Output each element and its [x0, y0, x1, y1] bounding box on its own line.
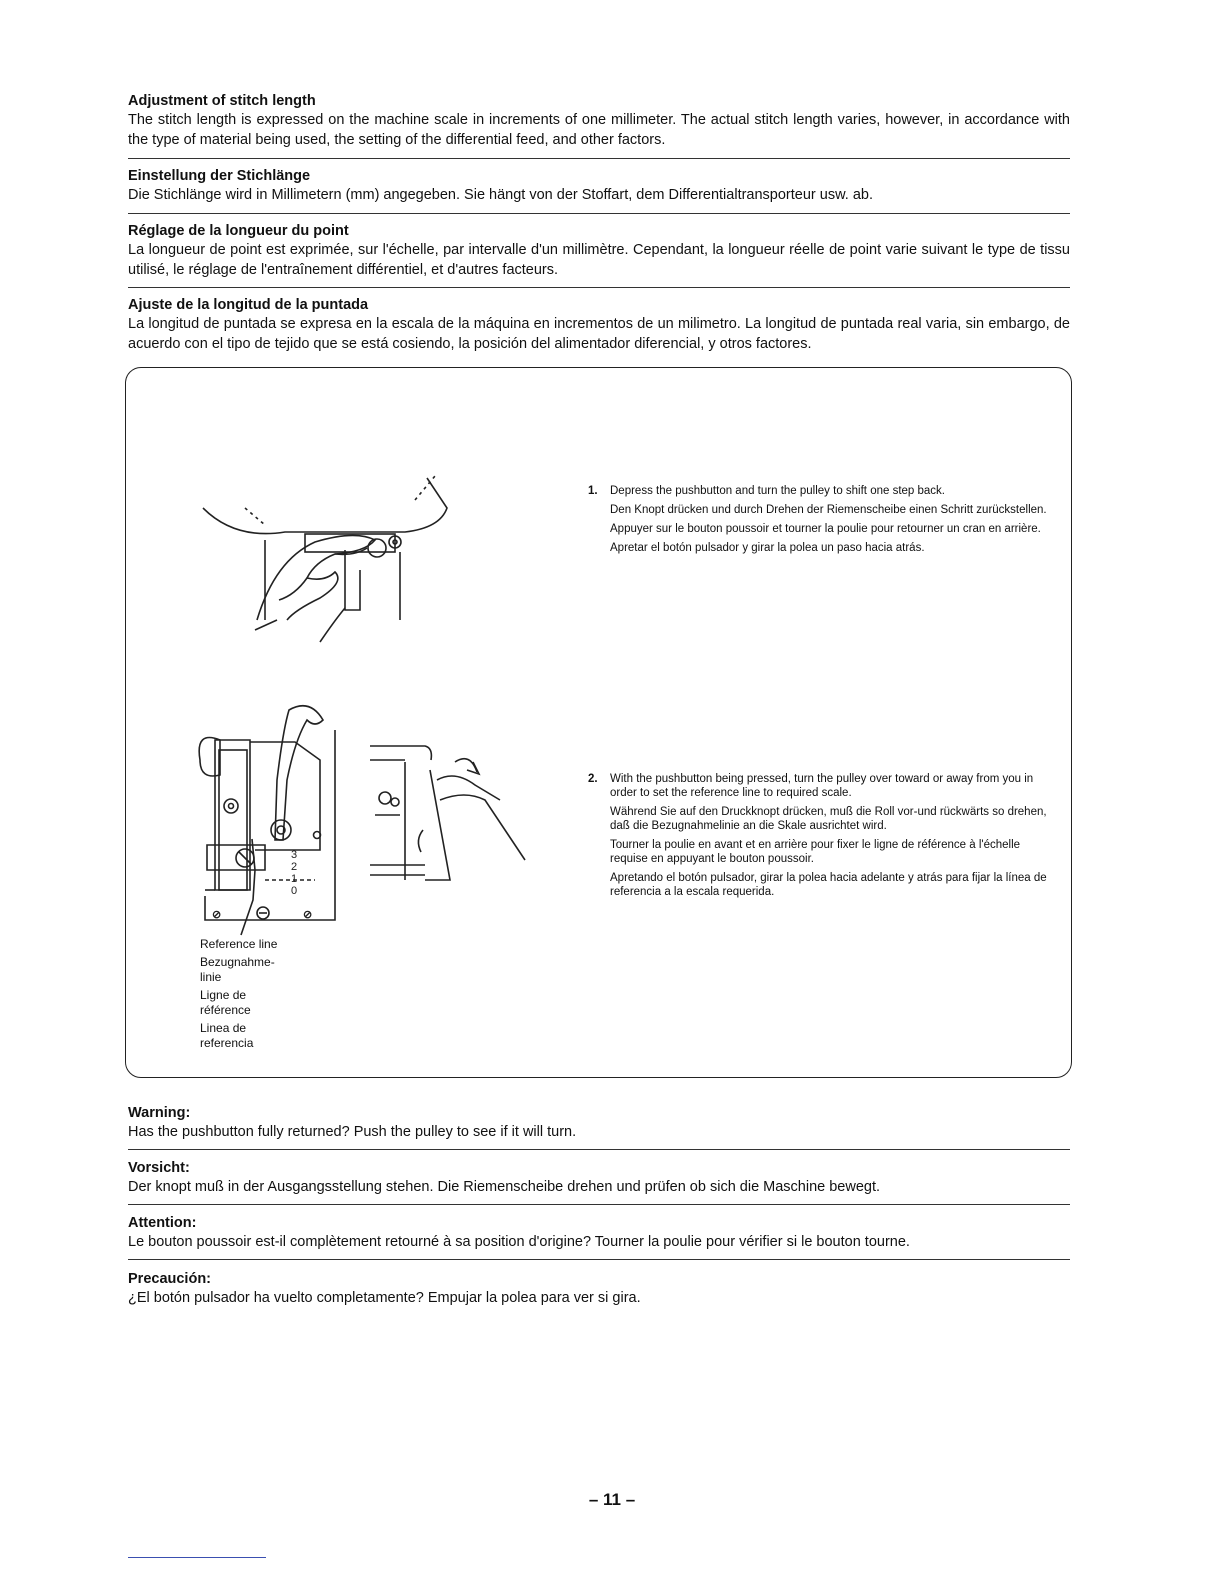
divider: [128, 287, 1070, 288]
pulley-illustration: [365, 740, 530, 890]
divider: [128, 1149, 1070, 1150]
warning-fr: [128, 1214, 1070, 1252]
step-text-fr: Appuyer sur le bouton poussoir et tourner la poulie pour retourner un cran en arrière.: [610, 523, 1041, 535]
pushbutton-illustration: [195, 470, 465, 650]
page-number: – 11 –: [588, 1490, 636, 1509]
stitch-scale-illustration: [195, 700, 345, 940]
section-body: La longitud de puntada se expresa en la escala de la máquina en incrementos de un milimetro. La longitud de puntada real varia, sin embargo, de acuerdo con el tipo de tejido que se está cosiendo, la posición del alimentador diferencial, y otros factores.: [128, 316, 1070, 352]
section-body: Die Stichlänge wird in Millimetern (mm) angegeben. Sie hängt von der Stoffart, dem Differentialtransporteur usw. ab.: [128, 187, 873, 203]
step-2: [588, 772, 1060, 904]
divider: [128, 1204, 1070, 1205]
warning-heading: Vorsicht:: [128, 1160, 190, 1176]
section-heading: Adjustment of stitch length: [128, 93, 316, 109]
section-stitch-length-de: [128, 167, 1070, 205]
step-number: 1.: [588, 485, 598, 497]
section-body: The stitch length is expressed on the machine scale in increments of one millimeter. The actual stitch length varies, however, in accordance with the type of material being used, the setting of the differential feed, and other factors.: [128, 112, 1070, 148]
warning-body: Der knopt muß in der Ausgangsstellung stehen. Die Riemenscheibe drehen und prüfen ob sich die Maschine bewegt.: [128, 1179, 881, 1195]
step-number: 2.: [588, 773, 598, 785]
step-text-en: Depress the pushbutton and turn the pulley to shift one step back.: [610, 485, 945, 497]
divider: [128, 158, 1070, 159]
reference-label-es: Linea de referencia: [200, 1021, 254, 1050]
warning-heading: Warning:: [128, 1105, 191, 1121]
section-stitch-length-en: [128, 92, 1070, 150]
footnote-rule: [128, 1557, 266, 1558]
section-stitch-length-fr: [128, 222, 1070, 280]
step-text-de: Den Knopt drücken und durch Drehen der Riemenscheibe einen Schritt zurückstellen.: [610, 504, 1047, 516]
divider: [128, 213, 1070, 214]
step-text-en: With the pushbutton being pressed, turn the pulley over toward or away from you in order to set the reference line to required scale.: [610, 773, 1034, 799]
section-body: La longueur de point est exprimée, sur l'échelle, par intervalle d'un millimètre. Cependant, la longueur réelle de point varie suivant le type de tissu utilisé, le réglage de l'entraînement différentiel, et d'autres facteurs.: [128, 242, 1070, 278]
section-heading: Réglage de la longueur du point: [128, 223, 349, 239]
section-heading: Einstellung der Stichlänge: [128, 168, 311, 184]
warning-de: [128, 1159, 1070, 1197]
section-stitch-length-es: [128, 296, 1070, 354]
scale-mark: 1: [291, 873, 298, 885]
reference-label-de: Bezugnahme-linie: [200, 955, 275, 984]
warning-heading: Attention:: [128, 1215, 197, 1231]
divider: [128, 1259, 1070, 1260]
reference-label-en: Reference line: [200, 937, 278, 951]
scale-mark: 0: [291, 885, 298, 897]
reference-label-fr: Ligne de référence: [200, 988, 251, 1017]
scale-mark: 2: [291, 861, 298, 873]
warning-heading: Precaución:: [128, 1271, 211, 1287]
step-1: [588, 484, 1060, 560]
step-text-es: Apretar el botón pulsador y girar la polea un paso hacia atrás.: [610, 542, 925, 554]
screw-icon: ⊘: [212, 909, 222, 921]
warning-body: ¿El botón pulsador ha vuelto completamente? Empujar la polea para ver si gira.: [128, 1290, 641, 1306]
step-text-de: Während Sie auf den Druckknopt drücken, muß die Roll vor-und rückwärts so drehen, daß die Bezugnahmelinie an die Skale ausrichtet wird.: [610, 806, 1047, 832]
scale-mark: 3: [291, 849, 298, 861]
warning-es: [128, 1270, 1070, 1308]
screw-icon: ⊘: [303, 909, 313, 921]
warning-en: [128, 1104, 1070, 1142]
step-text-fr: Tourner la poulie en avant et en arrière pour fixer le ligne de référence à l'échelle requise en appuyant le bouton poussoir.: [610, 839, 1021, 865]
reference-line-labels: [200, 937, 290, 1054]
step-text-es: Apretando el botón pulsador, girar la polea hacia adelante y atrás para fijar la línea de referencia a la escala requerida.: [610, 872, 1047, 898]
section-heading: Ajuste de la longitud de la puntada: [128, 297, 369, 313]
warning-body: Le bouton poussoir est-il complètement retourné à sa position d'origine? Tourner la poulie pour vérifier si le bouton tourne.: [128, 1234, 910, 1250]
warning-body: Has the pushbutton fully returned? Push the pulley to see if it will turn.: [128, 1124, 577, 1140]
